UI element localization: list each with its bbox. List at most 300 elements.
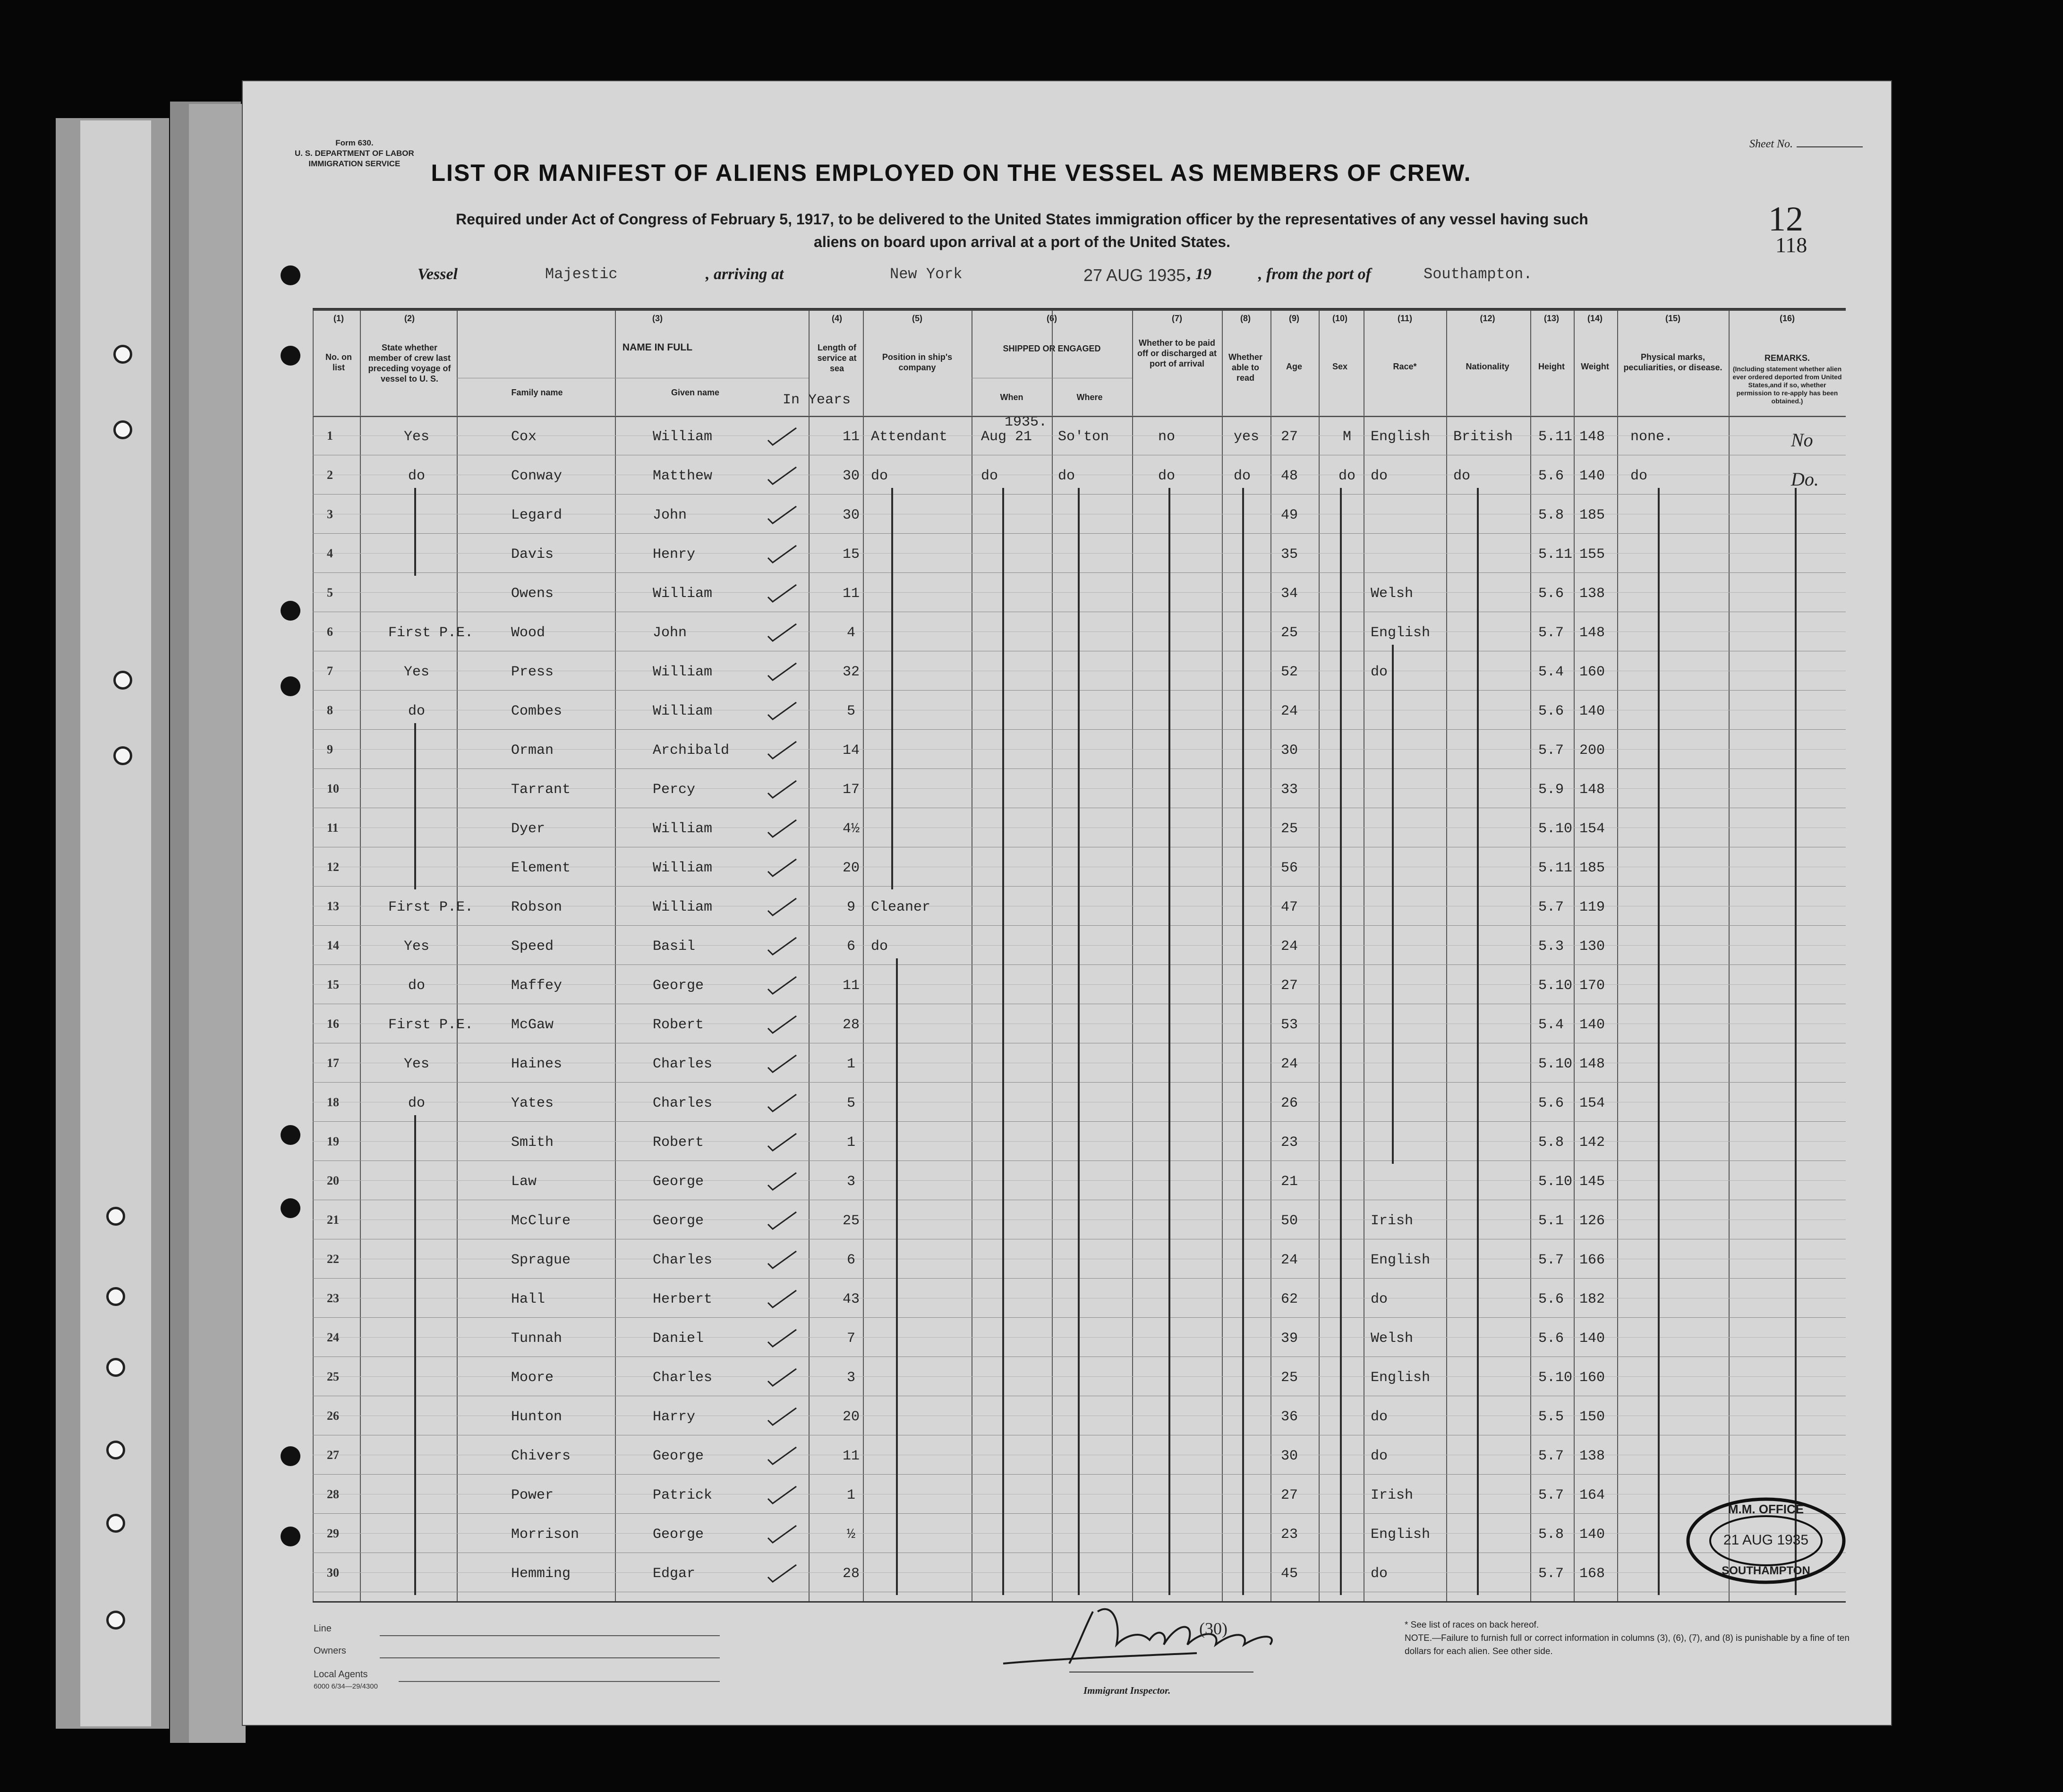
arriving-port: New York <box>890 265 963 283</box>
row-23-family: Hall <box>511 1291 546 1307</box>
row-13-check-mark <box>766 896 799 917</box>
row-29-height: 5.8 <box>1538 1527 1564 1543</box>
row-21-height: 5.1 <box>1538 1213 1564 1229</box>
row-6-no: 6 <box>327 625 333 639</box>
department: U. S. DEPARTMENT OF LABOR <box>295 149 414 158</box>
row-28-no: 28 <box>327 1487 339 1501</box>
row-20-family: Law <box>511 1174 537 1190</box>
row-2-read: do <box>1234 468 1251 484</box>
stamp-date: 21 AUG 1935 <box>1723 1532 1809 1548</box>
ditto-line <box>1242 488 1244 1595</box>
ditto-line <box>1477 488 1479 1595</box>
row-11-height: 5.10 <box>1538 821 1573 837</box>
col-11-header: Race* <box>1393 362 1417 371</box>
row-22-no: 22 <box>327 1252 339 1266</box>
row-30-check-mark <box>766 1563 799 1584</box>
row-13-given: William <box>653 899 713 915</box>
row-14-age: 24 <box>1281 939 1298 955</box>
row-8-check-mark <box>766 700 799 721</box>
col-3a-header: Family name <box>511 388 563 397</box>
row-5-check-mark <box>766 583 799 604</box>
col-8-header: Whether able to read <box>1228 352 1262 383</box>
row-28-service: 1 <box>846 1487 855 1503</box>
row-18-family: Yates <box>511 1095 554 1111</box>
row-9-age: 30 <box>1281 742 1298 759</box>
row-30-no: 30 <box>327 1566 339 1579</box>
row-7-age: 52 <box>1281 664 1298 680</box>
row-17-check-mark <box>766 1053 799 1074</box>
date-stamp: 27 AUG 1935 <box>1083 265 1186 285</box>
ditto-line <box>1658 488 1660 1595</box>
row-29-given: George <box>653 1527 704 1543</box>
ditto-line <box>1078 488 1080 1595</box>
agents-label: Local Agents <box>314 1669 368 1680</box>
row-19-weight: 142 <box>1579 1135 1605 1151</box>
row-2-family: Conway <box>511 468 563 484</box>
row-5-family: Owens <box>511 586 554 602</box>
ditto-line <box>414 488 416 576</box>
row-4-given: Henry <box>653 546 696 563</box>
row-9-height: 5.7 <box>1538 742 1564 759</box>
row-2-paid: do <box>1158 468 1176 484</box>
row-9-weight: 200 <box>1579 742 1605 759</box>
col-9-number: (9) <box>1289 314 1299 323</box>
punch-hole <box>113 345 132 364</box>
row-2-given: Matthew <box>653 468 713 484</box>
col-1-header: No. on list <box>325 352 352 372</box>
row-25-no: 25 <box>327 1370 339 1383</box>
stamp-bottom: SOUTHAMPTON <box>1722 1564 1810 1577</box>
row-20-height: 5.10 <box>1538 1174 1573 1190</box>
row-30-family: Hemming <box>511 1566 571 1582</box>
row-4-height: 5.11 <box>1538 546 1573 563</box>
row-6-service: 4 <box>846 625 855 641</box>
from-port-label: , from the port of <box>1258 265 1371 283</box>
row-23-height: 5.6 <box>1538 1291 1564 1307</box>
row-27-no: 27 <box>327 1448 339 1462</box>
row-26-given: Harry <box>653 1409 696 1425</box>
row-9-service: 14 <box>842 742 860 759</box>
row-18-crew: do <box>408 1095 425 1111</box>
row-17-given: Charles <box>653 1056 713 1072</box>
row-24-check-mark <box>766 1328 799 1348</box>
punch-hole <box>106 1441 125 1459</box>
row-26-weight: 150 <box>1579 1409 1605 1425</box>
row-15-no: 15 <box>327 978 339 991</box>
row-30-given: Edgar <box>653 1566 696 1582</box>
row-3-family: Legard <box>511 507 563 523</box>
row-2-race: do <box>1371 468 1388 484</box>
row-24-weight: 140 <box>1579 1331 1605 1347</box>
row-10-check-mark <box>766 779 799 800</box>
row-5-race: Welsh <box>1371 586 1414 602</box>
row-2-marks: do <box>1630 468 1648 484</box>
row-15-crew: do <box>408 978 425 994</box>
vessel-line <box>243 265 1891 289</box>
ditto-line <box>1795 488 1797 1595</box>
row-27-service: 11 <box>842 1448 860 1464</box>
row-25-family: Moore <box>511 1370 554 1386</box>
col-3b-header: Given name <box>671 388 720 397</box>
row-10-weight: 148 <box>1579 782 1605 798</box>
row-21-no: 21 <box>327 1213 339 1227</box>
col-10-header: Sex <box>1332 362 1348 371</box>
row-13-position: Cleaner <box>871 899 931 915</box>
row-22-family: Sprague <box>511 1252 571 1268</box>
row-10-given: Percy <box>653 782 696 798</box>
row-14-no: 14 <box>327 939 339 952</box>
row-5-age: 34 <box>1281 586 1298 602</box>
row-4-weight: 155 <box>1579 546 1605 563</box>
vessel-name: Majestic <box>545 265 618 283</box>
row-16-crew: First P.E. <box>388 1017 474 1033</box>
col-4-number: (4) <box>832 314 842 323</box>
line-field <box>314 1623 332 1634</box>
binder-strip <box>189 104 246 1743</box>
page-title: LIST OR MANIFEST OF ALIENS EMPLOYED ON THE VESSEL AS MEMBERS OF CREW. <box>431 160 1472 186</box>
row-27-race: do <box>1371 1448 1388 1464</box>
row-14-position: do <box>871 939 888 955</box>
row-17-family: Haines <box>511 1056 563 1072</box>
row-4-check-mark <box>766 544 799 564</box>
row-15-age: 27 <box>1281 978 1298 994</box>
row-1-read: yes <box>1234 429 1260 445</box>
row-1-age: 27 <box>1281 429 1298 445</box>
row-29-family: Morrison <box>511 1527 580 1543</box>
row-2-age: 48 <box>1281 468 1298 484</box>
agents-field <box>314 1669 368 1680</box>
form-number: Form 630. <box>335 138 374 147</box>
row-30-weight: 168 <box>1579 1566 1605 1582</box>
col-16-number: (16) <box>1779 314 1795 323</box>
row-3-weight: 185 <box>1579 507 1605 523</box>
row-29-check-mark <box>766 1524 799 1545</box>
row-4-family: Davis <box>511 546 554 563</box>
service: IMMIGRATION SERVICE <box>308 159 401 168</box>
row-26-height: 5.5 <box>1538 1409 1564 1425</box>
ditto-line <box>891 488 893 889</box>
vessel-label: Vessel <box>418 265 458 283</box>
inspector-signature <box>998 1593 1329 1678</box>
inspector-label: Immigrant Inspector. <box>1083 1685 1171 1696</box>
ditto-line <box>1168 488 1170 1595</box>
row-27-family: Chivers <box>511 1448 571 1464</box>
row-19-given: Robert <box>653 1135 704 1151</box>
row-23-weight: 182 <box>1579 1291 1605 1307</box>
binding-hole <box>281 265 300 285</box>
row-11-service: 4½ <box>842 821 860 837</box>
row-11-weight: 154 <box>1579 821 1605 837</box>
row-19-no: 19 <box>327 1135 339 1148</box>
row-13-age: 47 <box>1281 899 1298 915</box>
row-29-age: 23 <box>1281 1527 1298 1543</box>
row-26-check-mark <box>766 1406 799 1427</box>
row-14-height: 5.3 <box>1538 939 1564 955</box>
col-2-header: State whether member of crew last preceding voyage of vessel to U. S. <box>368 343 451 384</box>
row-22-given: Charles <box>653 1252 713 1268</box>
row-14-weight: 130 <box>1579 939 1605 955</box>
row-10-family: Tarrant <box>511 782 571 798</box>
row-2-position: do <box>871 468 888 484</box>
row-28-family: Power <box>511 1487 554 1503</box>
row-28-race: Irish <box>1371 1487 1414 1503</box>
col-4-unit: In Years <box>783 392 851 408</box>
row-8-crew: do <box>408 703 425 719</box>
punch-hole <box>113 746 132 765</box>
row-16-age: 53 <box>1281 1017 1298 1033</box>
row-28-height: 5.7 <box>1538 1487 1564 1503</box>
row-2-service: 30 <box>842 468 860 484</box>
row-2-height: 5.6 <box>1538 468 1564 484</box>
row-14-crew: Yes <box>403 939 429 955</box>
row-19-family: Smith <box>511 1135 554 1151</box>
row-27-height: 5.7 <box>1538 1448 1564 1464</box>
row-7-given: William <box>653 664 713 680</box>
footer-notes <box>1405 1619 1867 1658</box>
row-30-service: 28 <box>842 1566 860 1582</box>
print-code: 6000 6/34—29/4300 <box>314 1682 378 1690</box>
row-2-nat: do <box>1453 468 1471 484</box>
ditto-line <box>896 958 898 1595</box>
row-1-sex: M <box>1342 429 1351 445</box>
row-1-position: Attendant <box>871 429 948 445</box>
row-25-check-mark <box>766 1367 799 1388</box>
row-9-check-mark <box>766 740 799 760</box>
row-18-height: 5.6 <box>1538 1095 1564 1111</box>
row-16-no: 16 <box>327 1017 339 1031</box>
col-9-header: Age <box>1286 362 1302 371</box>
ditto-line <box>1340 488 1342 1595</box>
row-1-service: 11 <box>842 429 860 445</box>
row-17-no: 17 <box>327 1056 339 1070</box>
row-5-service: 11 <box>842 586 860 602</box>
row-20-check-mark <box>766 1171 799 1192</box>
row-20-age: 21 <box>1281 1174 1298 1190</box>
row-13-height: 5.7 <box>1538 899 1564 915</box>
row-1-check-mark <box>766 426 799 447</box>
row-22-service: 6 <box>846 1252 855 1268</box>
row-3-no: 3 <box>327 507 333 521</box>
row-11-given: William <box>653 821 713 837</box>
row-25-given: Charles <box>653 1370 713 1386</box>
punch-hole <box>106 1287 125 1306</box>
row-14-family: Speed <box>511 939 554 955</box>
row-27-age: 30 <box>1281 1448 1298 1464</box>
row-2-when: do <box>981 468 998 484</box>
row-26-family: Hunton <box>511 1409 563 1425</box>
row-10-age: 33 <box>1281 782 1298 798</box>
row-29-race: English <box>1371 1527 1431 1543</box>
row-23-given: Herbert <box>653 1291 713 1307</box>
row-17-weight: 148 <box>1579 1056 1605 1072</box>
row-23-age: 62 <box>1281 1291 1298 1307</box>
row-21-check-mark <box>766 1210 799 1231</box>
row-3-service: 30 <box>842 507 860 523</box>
row-29-service: ½ <box>846 1527 855 1543</box>
row-12-weight: 185 <box>1579 860 1605 876</box>
col-10-number: (10) <box>1332 314 1347 323</box>
col-16-header: REMARKS. <box>1764 353 1810 363</box>
row-4-no: 4 <box>327 546 333 560</box>
row-15-height: 5.10 <box>1538 978 1573 994</box>
binding-hole <box>281 1527 300 1546</box>
binding-hole <box>281 1125 300 1145</box>
stamp-top: M.M. OFFICE <box>1728 1502 1804 1516</box>
row-26-race: do <box>1371 1409 1388 1425</box>
row-18-no: 18 <box>327 1095 339 1109</box>
row-1-weight: 148 <box>1579 429 1605 445</box>
col-11-number: (11) <box>1397 314 1413 323</box>
row-24-race: Welsh <box>1371 1331 1414 1347</box>
row-17-age: 24 <box>1281 1056 1298 1072</box>
row-28-given: Patrick <box>653 1487 713 1503</box>
row-8-given: William <box>653 703 713 719</box>
ditto-line <box>414 723 416 889</box>
row-10-service: 17 <box>842 782 860 798</box>
row-1-marks: none. <box>1630 429 1673 445</box>
row-12-given: William <box>653 860 713 876</box>
col-13-header: Height <box>1538 362 1565 371</box>
row-13-crew: First P.E. <box>388 899 474 915</box>
row-25-height: 5.10 <box>1538 1370 1573 1386</box>
row-2-where: do <box>1058 468 1075 484</box>
punch-hole <box>106 1358 125 1377</box>
row-22-check-mark <box>766 1249 799 1270</box>
owners-label: Owners <box>314 1646 346 1656</box>
row-6-check-mark <box>766 622 799 643</box>
row-24-service: 7 <box>846 1331 855 1347</box>
row-21-race: Irish <box>1371 1213 1414 1229</box>
col-12-number: (12) <box>1480 314 1495 323</box>
sheet-label: Sheet No. <box>1749 138 1793 150</box>
ditto-line <box>1002 488 1004 1595</box>
row-2-no: 2 <box>327 468 333 482</box>
row-6-weight: 148 <box>1579 625 1605 641</box>
row-5-given: William <box>653 586 713 602</box>
row-24-height: 5.6 <box>1538 1331 1564 1347</box>
row-7-service: 32 <box>842 664 860 680</box>
row-18-weight: 154 <box>1579 1095 1605 1111</box>
penalty-note: NOTE.—Failure to furnish full or correct information in columns (3), (6), (7), and (8) is punishable by a fine of ten dollars for each alien. See other side. <box>1405 1633 1850 1656</box>
row-12-no: 12 <box>327 860 339 874</box>
row-8-height: 5.6 <box>1538 703 1564 719</box>
row-26-age: 36 <box>1281 1409 1298 1425</box>
shipped-year: 1935. <box>1005 414 1048 430</box>
row-24-given: Daniel <box>653 1331 704 1347</box>
row-12-family: Element <box>511 860 571 876</box>
row-6-age: 25 <box>1281 625 1298 641</box>
row-21-family: McClure <box>511 1213 571 1229</box>
col-2-number: (2) <box>404 314 415 323</box>
row-1-given: William <box>653 429 713 445</box>
from-port: Southampton. <box>1424 265 1533 283</box>
row-12-height: 5.11 <box>1538 860 1573 876</box>
row-26-no: 26 <box>327 1409 339 1423</box>
col-6-header: SHIPPED OR ENGAGED <box>1003 344 1101 353</box>
row-17-service: 1 <box>846 1056 855 1072</box>
arriving-label: , arriving at <box>706 265 784 283</box>
row-24-no: 24 <box>327 1331 339 1344</box>
ditto-line <box>1392 645 1394 1164</box>
col-1-number: (1) <box>333 314 344 323</box>
row-13-no: 13 <box>327 899 339 913</box>
row-5-no: 5 <box>327 586 333 599</box>
col-13-number: (13) <box>1543 314 1559 323</box>
row-29-weight: 140 <box>1579 1527 1605 1543</box>
row-2-check-mark <box>766 465 799 486</box>
row-24-age: 39 <box>1281 1331 1298 1347</box>
row-22-height: 5.7 <box>1538 1252 1564 1268</box>
row-7-family: Press <box>511 664 554 680</box>
row-7-race: do <box>1371 664 1388 680</box>
row-15-weight: 170 <box>1579 978 1605 994</box>
col-5-number: (5) <box>912 314 922 323</box>
row-19-age: 23 <box>1281 1135 1298 1151</box>
row-16-check-mark <box>766 1014 799 1035</box>
row-14-given: Basil <box>653 939 696 955</box>
row-21-given: George <box>653 1213 704 1229</box>
line-label: Line <box>314 1623 332 1634</box>
row-8-family: Combes <box>511 703 563 719</box>
binding-hole <box>281 1446 300 1466</box>
row-6-family: Wood <box>511 625 546 641</box>
row-23-race: do <box>1371 1291 1388 1307</box>
col-6-number: (6) <box>1047 314 1057 323</box>
page-number-sub: 118 <box>1775 233 1807 257</box>
row-8-no: 8 <box>327 703 333 717</box>
col-14-header: Weight <box>1581 362 1609 371</box>
row-27-weight: 138 <box>1579 1448 1605 1464</box>
punch-hole <box>106 1207 125 1226</box>
row-27-check-mark <box>766 1445 799 1466</box>
row-2-sex: do <box>1338 468 1355 484</box>
row-17-crew: Yes <box>403 1056 429 1072</box>
row-3-check-mark <box>766 504 799 525</box>
row-21-age: 50 <box>1281 1213 1298 1229</box>
row-22-age: 24 <box>1281 1252 1298 1268</box>
row-25-race: English <box>1371 1370 1431 1386</box>
row-22-race: English <box>1371 1252 1431 1268</box>
row-23-service: 43 <box>842 1291 860 1307</box>
row-23-no: 23 <box>327 1291 339 1305</box>
row-7-height: 5.4 <box>1538 664 1564 680</box>
col-3-number: (3) <box>652 314 663 323</box>
col-15-header: Physical marks, peculiarities, or disease. <box>1623 352 1722 372</box>
row-18-check-mark <box>766 1092 799 1113</box>
row-16-given: Robert <box>653 1017 704 1033</box>
binding-hole <box>281 676 300 696</box>
row-8-age: 24 <box>1281 703 1298 719</box>
row-9-given: Archibald <box>653 742 730 759</box>
row-28-check-mark <box>766 1485 799 1505</box>
binding-hole <box>281 1198 300 1218</box>
row-20-no: 20 <box>327 1174 339 1187</box>
manifest-page <box>242 80 1892 1726</box>
row-16-family: McGaw <box>511 1017 554 1033</box>
row-9-family: Orman <box>511 742 554 759</box>
page-number: 12 <box>1768 200 1803 239</box>
crew-manifest-table <box>313 308 1846 1603</box>
punch-hole <box>106 1611 125 1630</box>
col-6b-header: Where <box>1076 393 1103 402</box>
row-1-family: Cox <box>511 429 537 445</box>
row-29-no: 29 <box>327 1527 339 1540</box>
signature-number: (30) <box>1199 1619 1228 1638</box>
row-16-service: 28 <box>842 1017 860 1033</box>
col-16-note: (Including statement whether alien ever ordered deported from United States,and if so, whether permission to re-apply has been obtained.) <box>1732 365 1842 405</box>
row-7-no: 7 <box>327 664 333 678</box>
row-15-check-mark <box>766 975 799 996</box>
